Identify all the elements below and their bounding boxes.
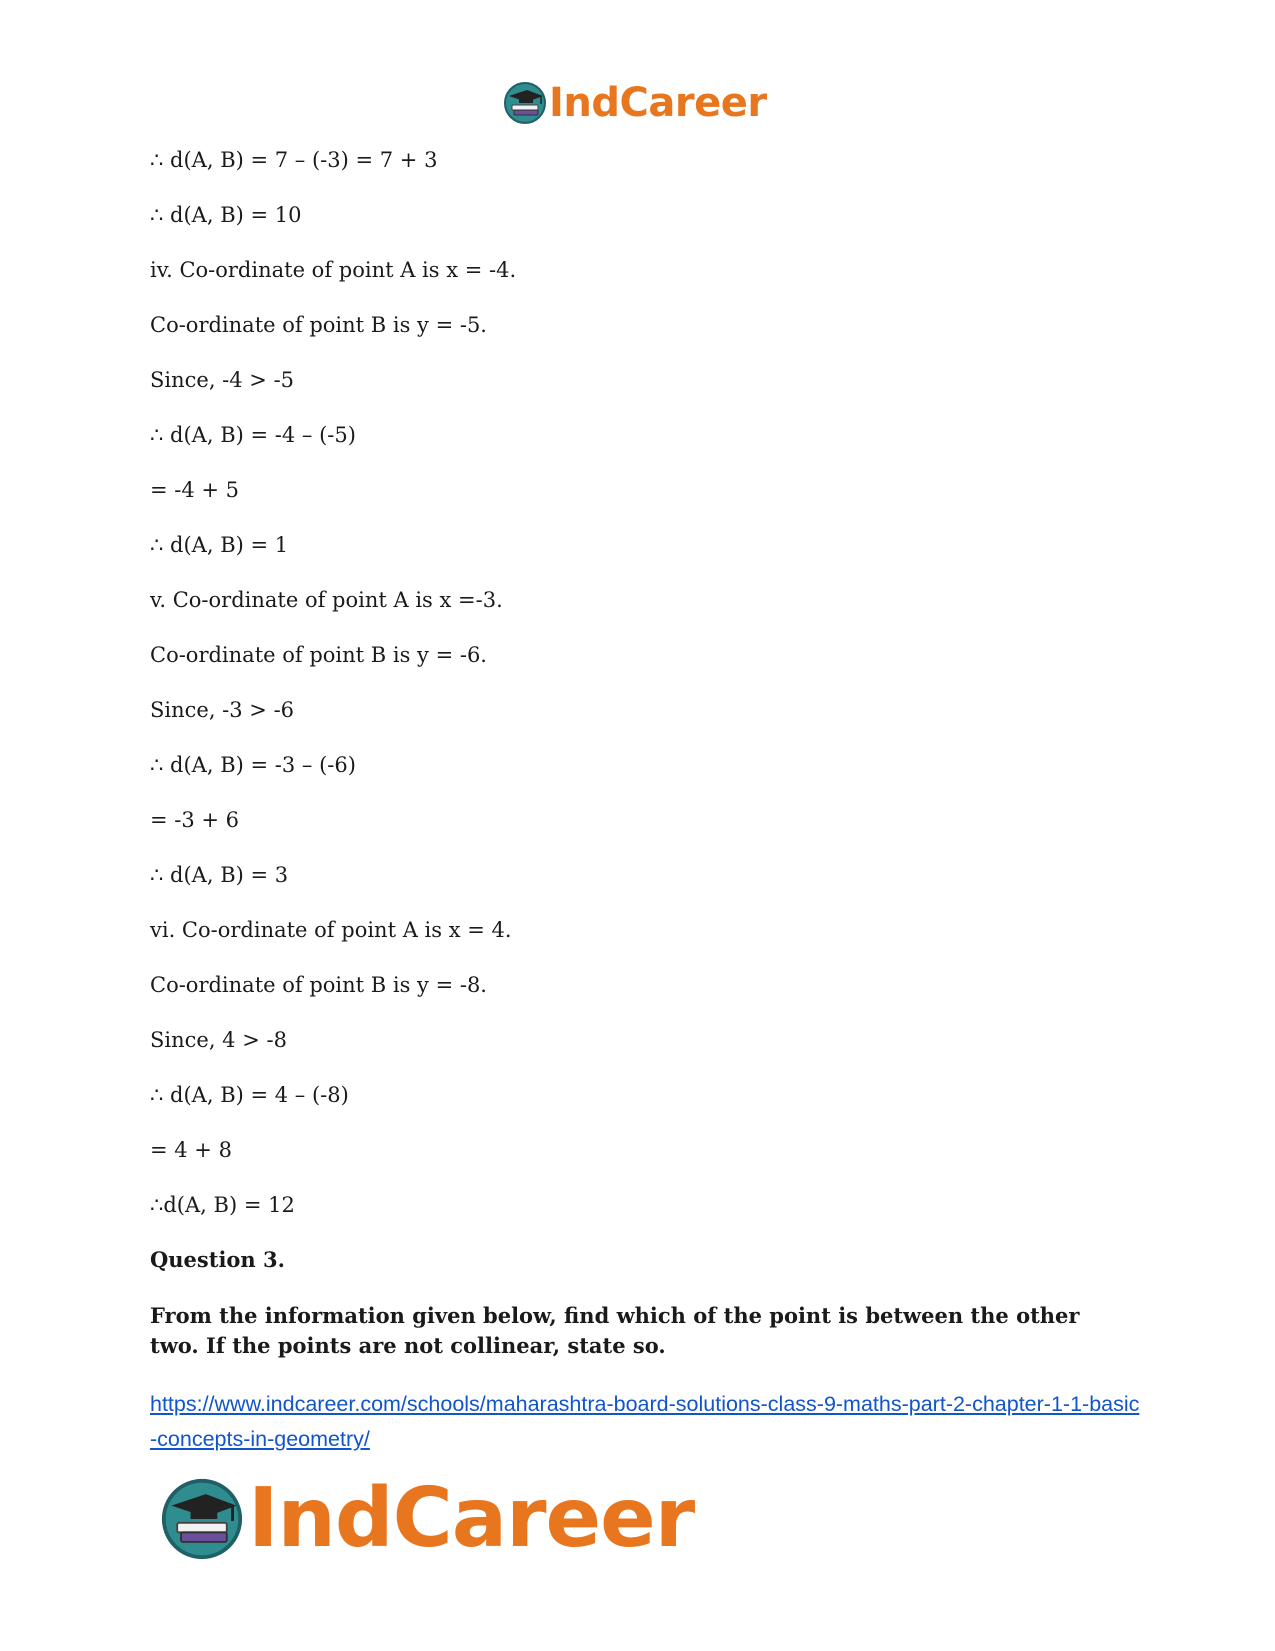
solution-line: = -4 + 5	[150, 478, 240, 502]
source-link[interactable]: https://www.indcareer.com/schools/maharashtra-board-solutions-class-9-maths-part-2-chapter-1-1-basic-concepts-in-geometry/	[150, 1392, 1140, 1451]
document-body	[150, 146, 1140, 1457]
solution-line: vi. Co-ordinate of point A is x = 4.	[150, 918, 512, 942]
solution-line: Since, -4 > -5	[150, 368, 295, 392]
solution-line: ∴ d(A, B) = 4 – (-8)	[150, 1083, 349, 1107]
solution-line: ∴ d(A, B) = -4 – (-5)	[150, 423, 356, 447]
footer-logo	[160, 1471, 695, 1566]
question-text: From the information given below, find which of the point is between the other two. If the points are not collinear, state so.	[150, 1303, 1080, 1358]
solution-line: Since, -3 > -6	[150, 698, 295, 722]
solution-line: ∴ d(A, B) = 3	[150, 863, 289, 887]
solution-line: ∴ d(A, B) = 1	[150, 533, 289, 557]
solution-line: ∴ d(A, B) = 7 – (-3) = 7 + 3	[150, 148, 438, 172]
solution-line: Co-ordinate of point B is y = -8.	[150, 973, 487, 997]
solution-line: Since, 4 > -8	[150, 1028, 287, 1052]
solution-line: ∴d(A, B) = 12	[150, 1193, 295, 1217]
graduation-cap-books-icon	[160, 1477, 244, 1561]
solution-line: = 4 + 8	[150, 1138, 232, 1162]
solution-line: Co-ordinate of point B is y = -5.	[150, 313, 487, 337]
question-heading: Question 3.	[150, 1247, 285, 1272]
solution-line: ∴ d(A, B) = 10	[150, 203, 302, 227]
solution-line: Co-ordinate of point B is y = -6.	[150, 643, 487, 667]
header-logo	[503, 80, 767, 126]
solution-line: v. Co-ordinate of point A is x =-3.	[150, 588, 503, 612]
solution-line: = -3 + 6	[150, 808, 240, 832]
solution-line: ∴ d(A, B) = -3 – (-6)	[150, 753, 356, 777]
footer-logo-text: IndCareer	[248, 1471, 695, 1566]
header-logo-text: IndCareer	[549, 80, 767, 126]
solution-line: iv. Co-ordinate of point A is x = -4.	[150, 258, 517, 282]
graduation-cap-books-icon	[503, 81, 547, 125]
